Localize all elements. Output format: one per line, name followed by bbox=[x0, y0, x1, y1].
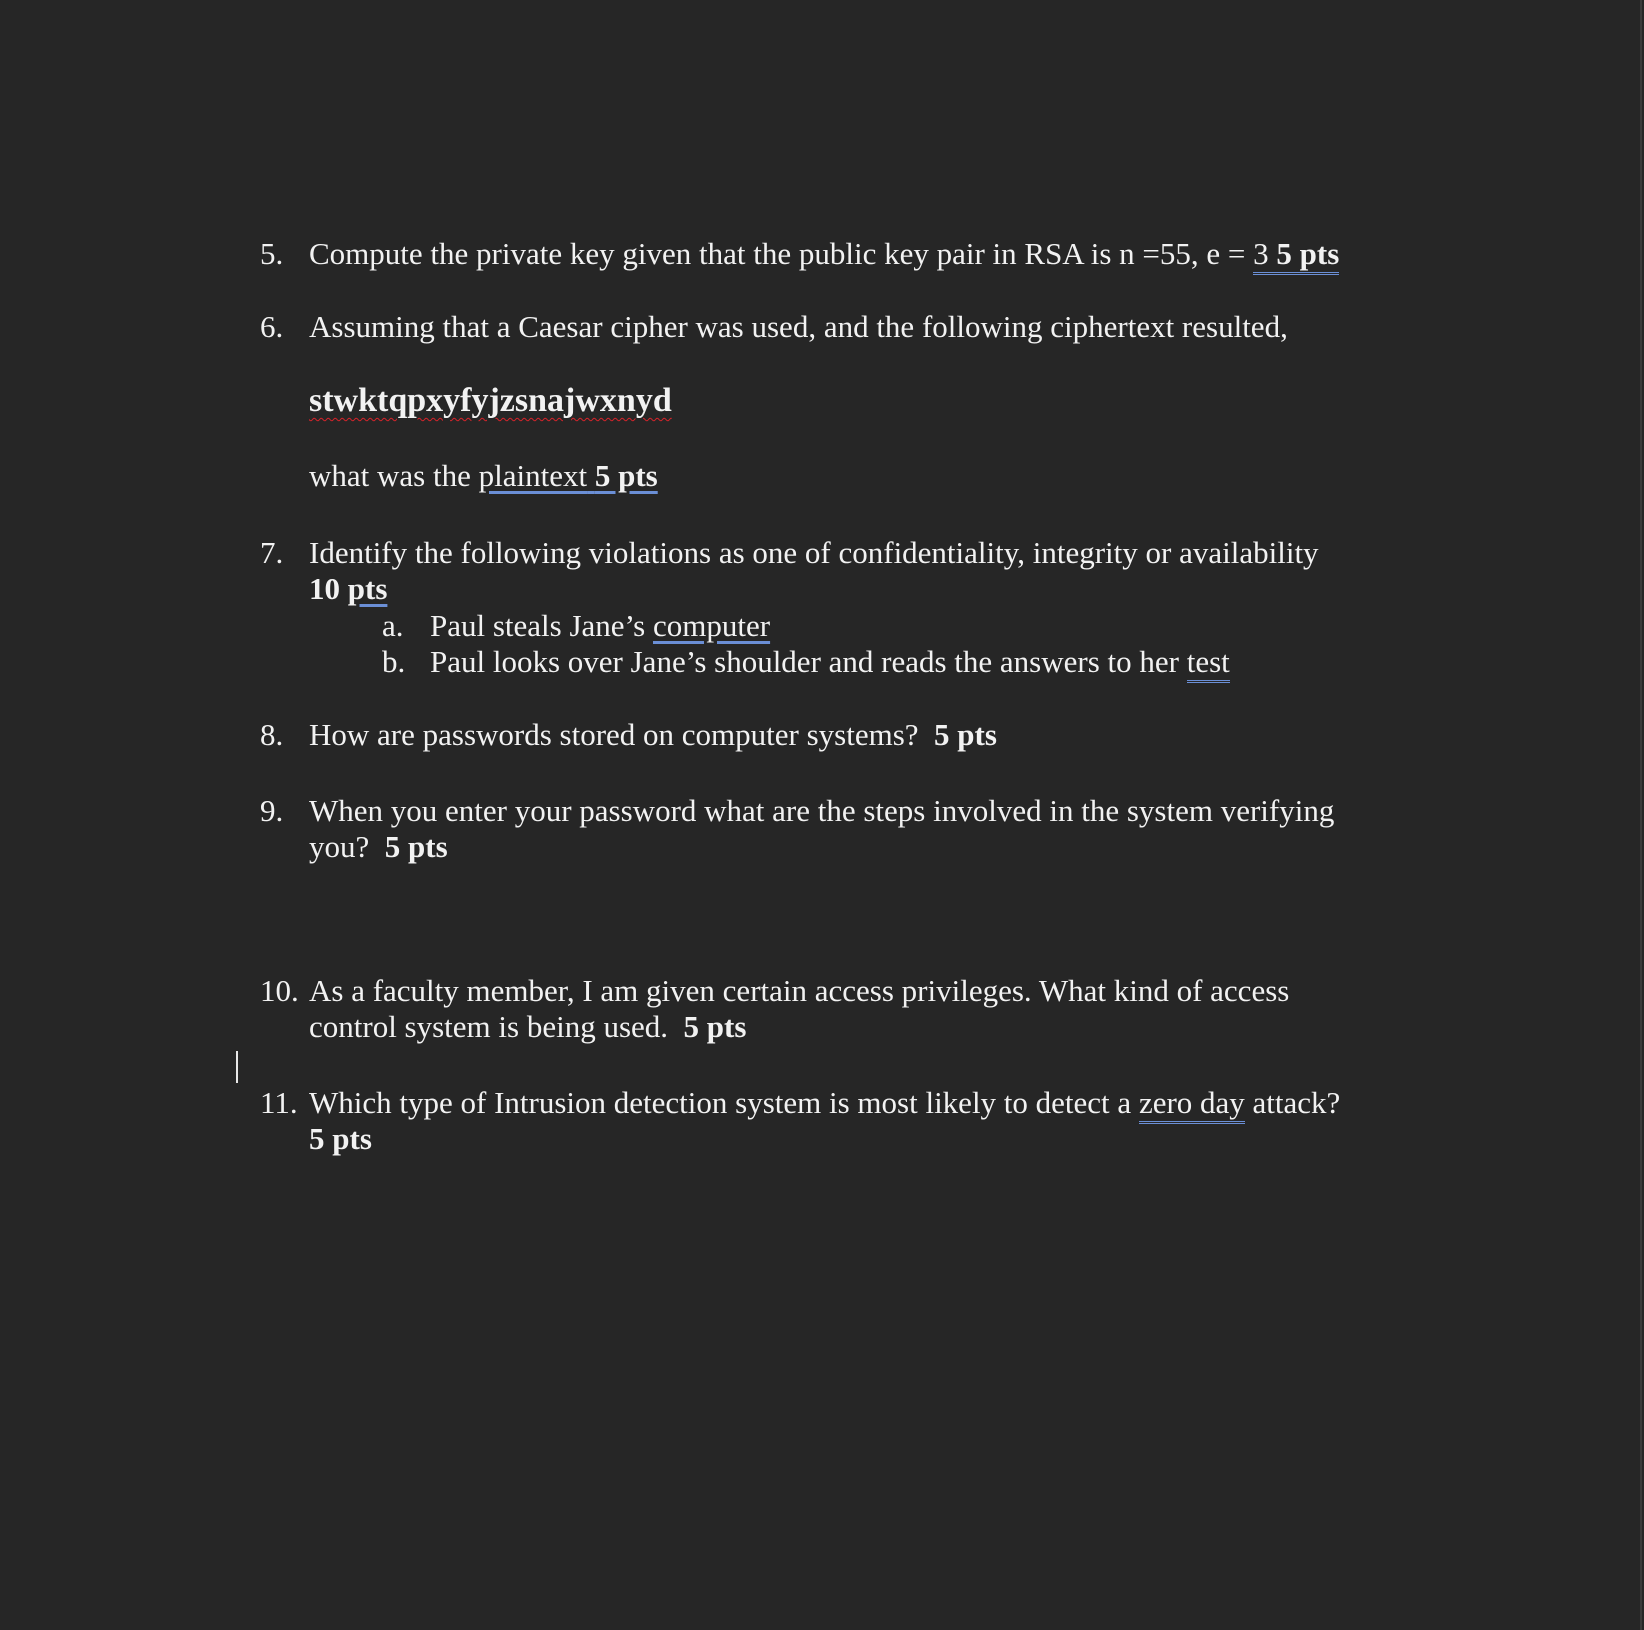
underlined-word: test bbox=[1187, 644, 1230, 683]
question-text-cont: control system is being used. bbox=[309, 1009, 684, 1044]
question-number: 7. bbox=[260, 535, 284, 570]
points-label: 5 pts bbox=[683, 1009, 747, 1044]
underlined-phrase: zero day bbox=[1139, 1085, 1245, 1124]
question-number: 6. bbox=[260, 309, 284, 344]
plaintext-word: plaintext bbox=[478, 458, 588, 493]
question-text-post: attack? bbox=[1244, 1085, 1341, 1120]
question-number: 10. bbox=[260, 973, 299, 1008]
question-text-cont: you? bbox=[309, 829, 385, 864]
question-11 bbox=[260, 1085, 1410, 1157]
question-8 bbox=[260, 717, 1410, 753]
question-number: 9. bbox=[260, 793, 284, 828]
text-cursor bbox=[236, 1051, 238, 1083]
question-number: 5. bbox=[260, 236, 284, 271]
points-label: 5 pts bbox=[594, 458, 658, 493]
sub-item-a bbox=[382, 608, 1382, 644]
question-text: Assuming that a Caesar cipher was used, and the following ciphertext resulted, bbox=[309, 309, 1288, 344]
sub-item-letter: a. bbox=[382, 608, 404, 643]
sub-item-text: Paul steals Jane’s bbox=[430, 608, 653, 643]
question-text: Identify the following violations as one of confidentiality, integrity or availability bbox=[309, 535, 1319, 570]
points-number: 10 bbox=[309, 571, 340, 606]
question-7 bbox=[260, 535, 1410, 607]
points-unit: pts bbox=[347, 571, 388, 606]
points-label: 5 pts bbox=[384, 829, 448, 864]
followup-text: what was the bbox=[309, 458, 479, 493]
question-text: As a faculty member, I am given certain access privileges. What kind of access bbox=[309, 973, 1290, 1008]
question-6 bbox=[260, 309, 1410, 345]
question-number: 11. bbox=[260, 1085, 298, 1120]
question-5 bbox=[260, 236, 1410, 272]
page-edge bbox=[1640, 0, 1642, 1630]
sub-item-b bbox=[382, 644, 1382, 680]
question-text: Compute the private key given that the public key pair in RSA is n =55, e = bbox=[309, 236, 1254, 271]
ciphertext bbox=[309, 381, 672, 421]
points-label: 5 pts bbox=[1276, 236, 1339, 275]
sub-item-letter: b. bbox=[382, 644, 406, 679]
question-text: Which type of Intrusion detection system is most likely to detect a bbox=[309, 1085, 1139, 1120]
underlined-value: 3 bbox=[1253, 236, 1269, 275]
question-text: How are passwords stored on computer systems? bbox=[309, 717, 935, 752]
points-label: 5 pts bbox=[309, 1121, 372, 1156]
plaintext-prompt bbox=[309, 458, 658, 494]
underlined-word: computer bbox=[653, 608, 771, 643]
sub-item-text: Paul looks over Jane’s shoulder and reads the answers to her bbox=[430, 644, 1187, 679]
question-10 bbox=[260, 973, 1410, 1045]
question-number: 8. bbox=[260, 717, 284, 752]
points-label: 5 pts bbox=[934, 717, 997, 752]
question-9 bbox=[260, 793, 1410, 865]
ciphertext-value: stwktqpxyfyjzsnajwxnyd bbox=[309, 382, 672, 419]
question-text: When you enter your password what are the steps involved in the system verifying bbox=[309, 793, 1335, 828]
